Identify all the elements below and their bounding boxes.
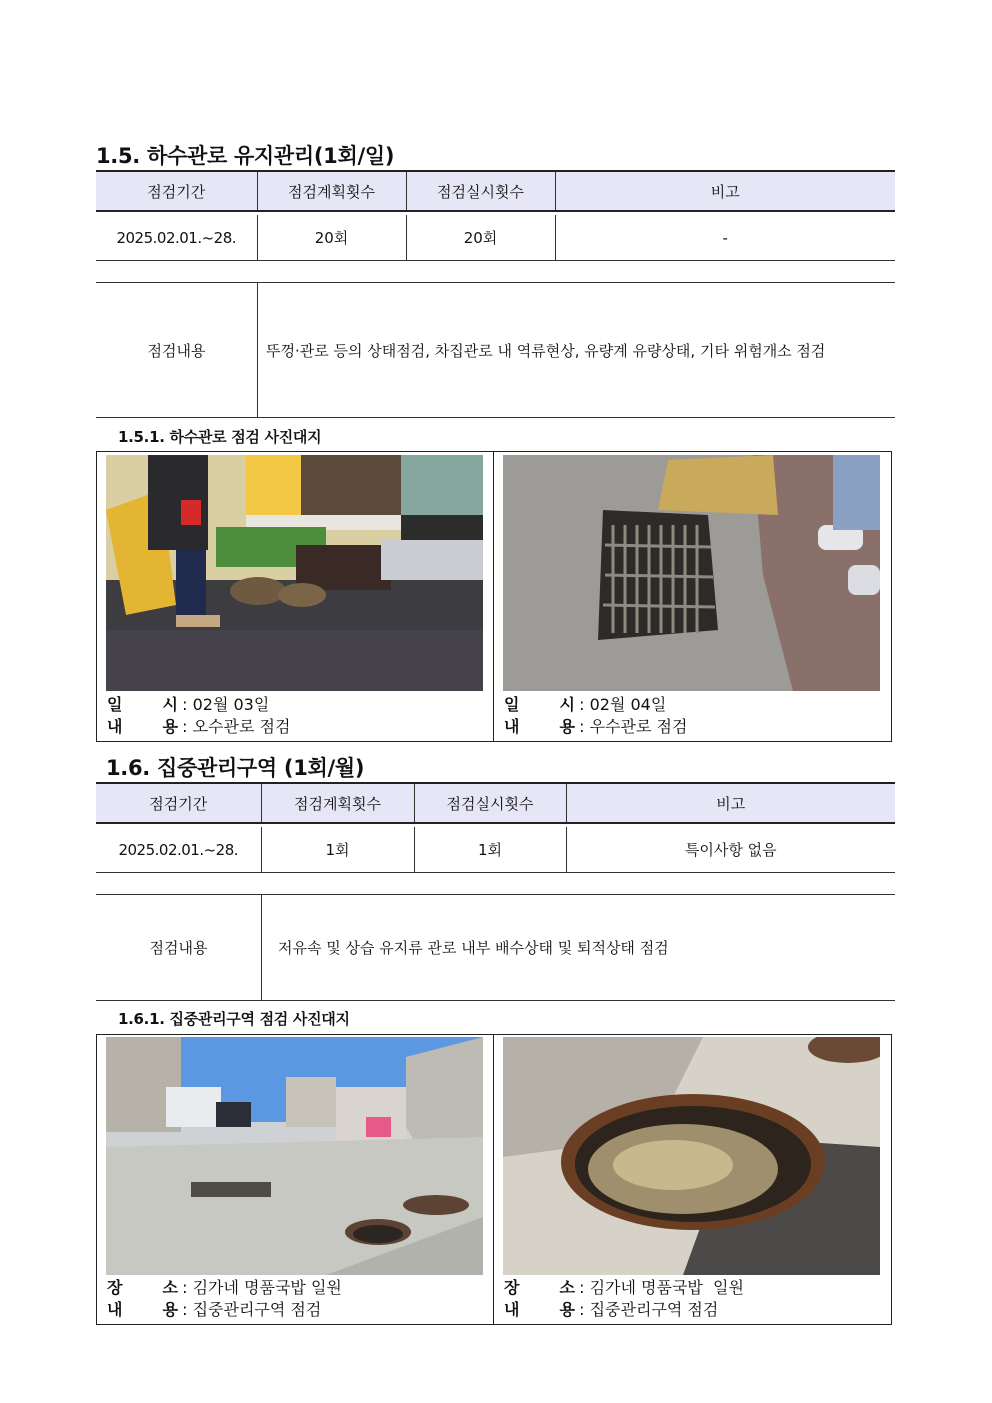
caption-photo-4-line-2: 내 용 : 집중관리구역 점검 (504, 1300, 719, 1319)
photo-board-1-5-1 (96, 451, 892, 742)
header-period: 점검기간 (96, 171, 257, 211)
inspection-content-1-6 (96, 894, 895, 1001)
cell-remarks: - (555, 215, 895, 261)
photo-sewer-inspection-2 (503, 455, 880, 691)
caption-photo-2-line-2: 내 용 : 우수관로 점검 (504, 717, 688, 736)
photo-sewer-inspection-1 (106, 455, 483, 691)
photo-focus-area-1 (106, 1037, 483, 1275)
photo-focus-area-2 (503, 1037, 880, 1275)
caption-photo-1-line-2: 내 용 : 오수관로 점검 (107, 717, 291, 736)
content-text: 저유속 및 상습 유지류 관로 내부 배수상태 및 퇴적상태 점검 (278, 939, 669, 957)
cell-remarks: 특이사항 없음 (566, 827, 895, 873)
cell-performed: 1회 (414, 827, 566, 873)
content-text: 뚜껑·관로 등의 상태점검, 차집관로 내 역류현상, 유량계 유량상태, 기타 위험개소 점검 (266, 341, 826, 360)
header-period: 점검기간 (96, 783, 261, 823)
cell-planned: 20회 (257, 215, 406, 261)
section-heading-1-5: 1.5. 하수관로 유지관리(1회/일) (96, 144, 395, 168)
cell-performed: 20회 (406, 215, 555, 261)
cell-planned: 1회 (261, 827, 414, 873)
header-performed: 점검실시횟수 (406, 171, 555, 211)
inspection-table-1-5 (96, 170, 895, 261)
section-heading-1-6: 1.6. 집중관리구역 (1회/월) (106, 756, 365, 780)
header-planned: 점검계획횟수 (257, 171, 406, 211)
photo-heading-1-5-1: 1.5.1. 하수관로 점검 사진대지 (118, 428, 322, 446)
content-label: 점검내용 (96, 283, 258, 417)
header-remarks: 비고 (555, 171, 895, 211)
caption-photo-3-line-1: 장 소 : 김가네 명품국밥 일원 (107, 1278, 342, 1297)
caption-photo-4-line-1: 장 소 : 김가네 명품국밥 일원 (504, 1278, 744, 1297)
header-planned: 점검계획횟수 (261, 783, 414, 823)
content-label: 점검내용 (96, 895, 262, 1000)
photo-board-1-6-1 (96, 1034, 892, 1325)
header-remarks: 비고 (566, 783, 895, 823)
inspection-table-1-6 (96, 782, 895, 873)
caption-photo-1-line-1: 일 시 : 02월 03일 (107, 695, 270, 714)
cell-period: 2025.02.01.~28. (96, 827, 261, 873)
photo-heading-1-6-1: 1.6.1. 집중관리구역 점검 사진대지 (118, 1010, 350, 1028)
header-performed: 점검실시횟수 (414, 783, 566, 823)
inspection-content-1-5 (96, 282, 895, 418)
caption-photo-2-line-1: 일 시 : 02월 04일 (504, 695, 667, 714)
cell-period: 2025.02.01.~28. (96, 215, 257, 261)
caption-photo-3-line-2: 내 용 : 집중관리구역 점검 (107, 1300, 322, 1319)
